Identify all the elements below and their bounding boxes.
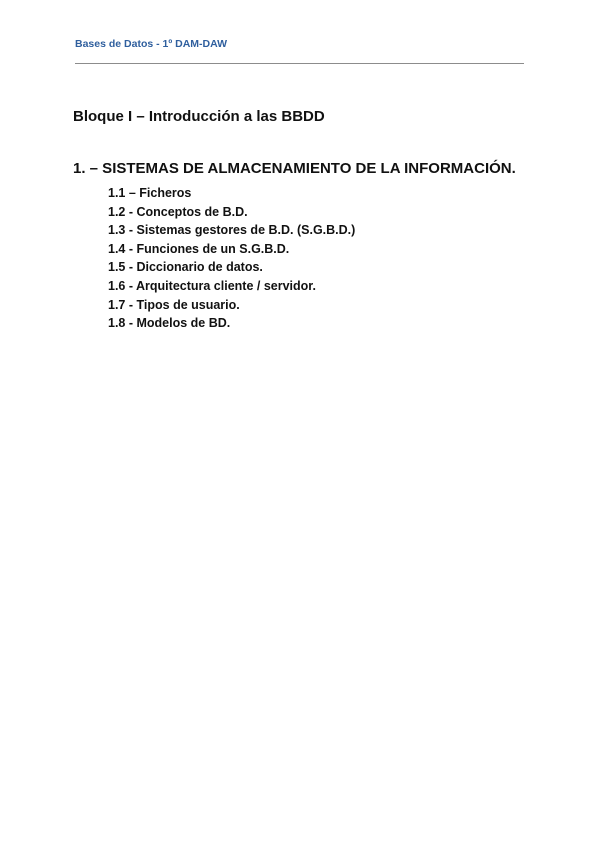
subsection-item: 1.3 - Sistemas gestores de B.D. (S.G.B.D.)	[108, 223, 356, 238]
header-rule	[75, 63, 524, 64]
subsection-item: 1.8 - Modelos de BD.	[108, 316, 231, 331]
subsection-item: 1.2 - Conceptos de B.D.	[108, 204, 248, 219]
subsection-item: 1.4 - Funciones de un S.G.B.D.	[108, 241, 290, 256]
running-header: Bases de Datos - 1º DAM-DAW	[75, 38, 228, 50]
subsection-item: 1.5 - Diccionario de datos.	[108, 260, 263, 275]
subsection-item: 1.1 – Ficheros	[108, 186, 192, 200]
subsection-item: 1.7 - Tipos de usuario.	[108, 297, 240, 312]
block-title: Bloque I – Introducción a las BBDD	[73, 108, 325, 125]
subsection-list	[108, 184, 355, 333]
section-title: 1. – SISTEMAS DE ALMACENAMIENTO DE LA INFORMACIÓN.	[73, 160, 516, 177]
subsection-item: 1.6 - Arquitectura cliente / servidor.	[108, 278, 316, 293]
